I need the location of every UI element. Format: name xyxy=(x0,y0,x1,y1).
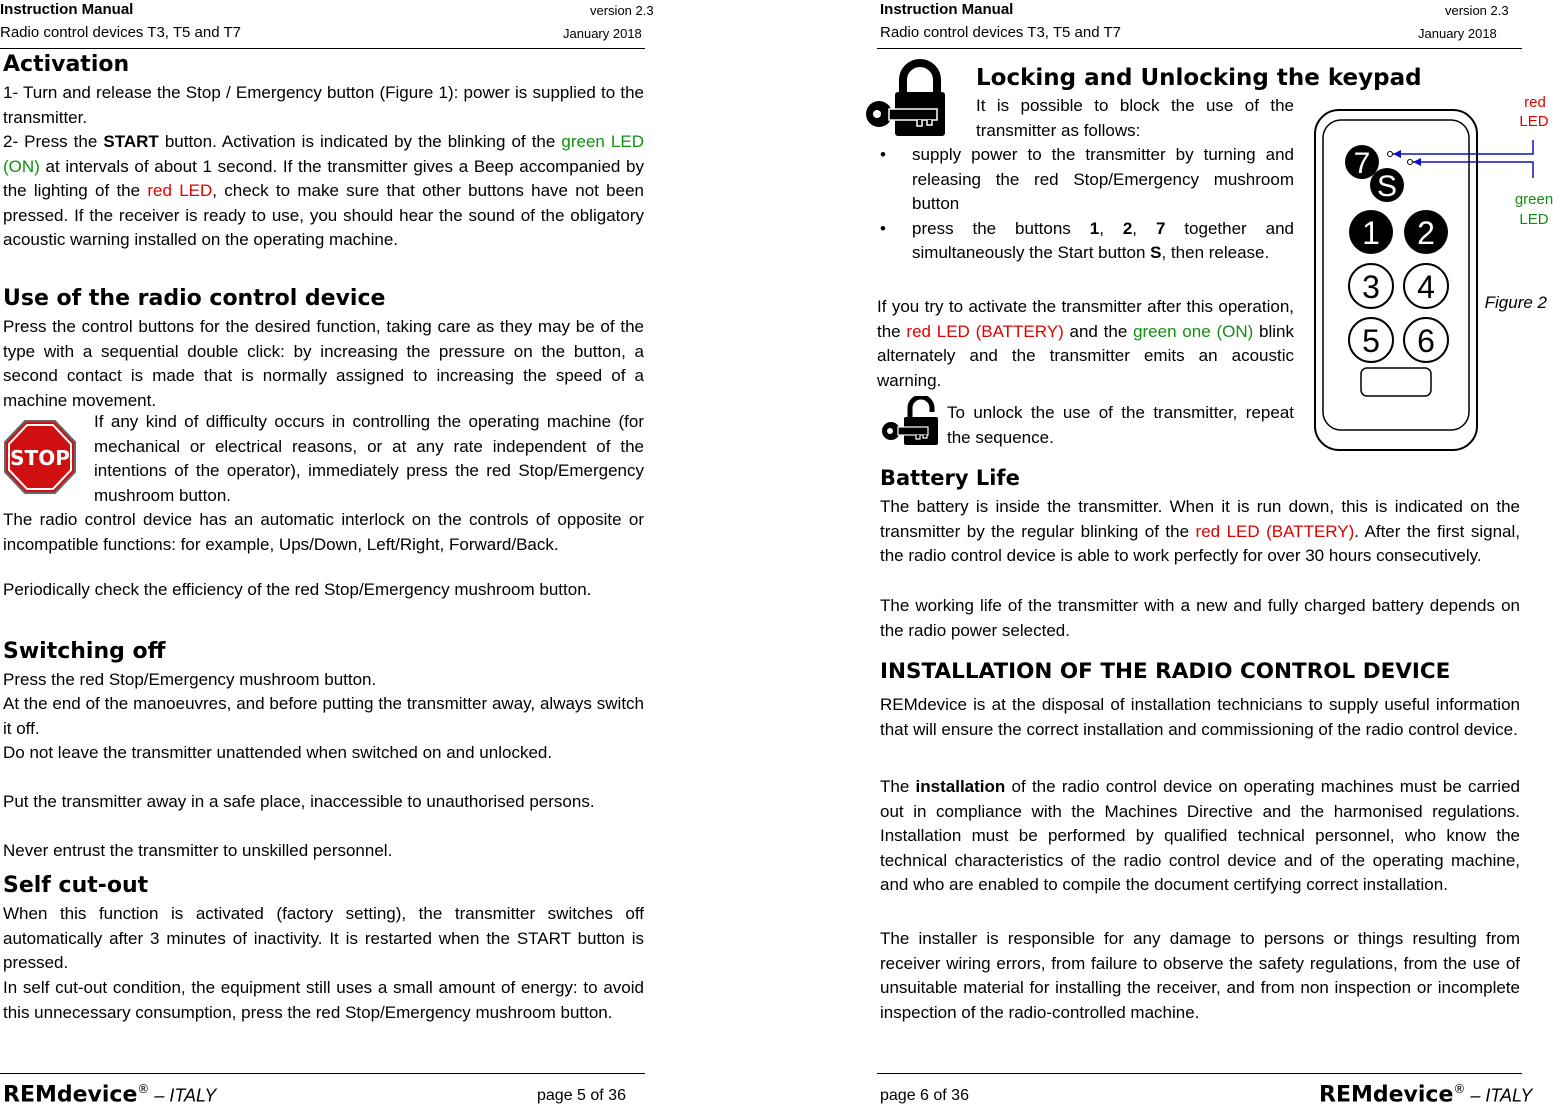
switching-paragraph-5: Never entrust the transmitter to unskilled personnel. xyxy=(3,841,393,860)
section-title-installation: INSTALLATION OF THE RADIO CONTROL DEVICE xyxy=(880,659,1451,684)
section-title-battery: Battery Life xyxy=(880,466,1020,490)
footer-rule xyxy=(877,1073,1522,1074)
switching-paragraph-2: At the end of the manoeuvres, and before putting the transmitter away, always switch it off. xyxy=(3,694,644,738)
activation-paragraph-2: 2- Press the START button. Activation is indicated by the blinking of the green LED (ON) at intervals of about 1 second. If the transmitter gives a Beep accompanied by the lighting of the red LED, check to make sure that other buttons have not been pressed. If the receiver is ready to use, you should hear the sound of the obligatory acoustic warning installed on the operating machine. xyxy=(3,132,645,250)
green-led-indicator xyxy=(1408,160,1413,165)
switching-paragraph-3: Do not leave the transmitter unattended when switched on and unlocked. xyxy=(3,743,553,762)
header-title: Instruction Manual xyxy=(0,1,134,18)
section-title-activation: Activation xyxy=(3,52,130,77)
use-paragraph-1: Press the control buttons for the desired function, taking care as they may be of the type with a sequential double click: by increasing the pressure on the button, a second contact is made that is normally assigned to increasing the speed of a machine movement. xyxy=(3,317,644,410)
stop-sign-text: STOP xyxy=(10,446,70,470)
install-paragraph-2: The installation of the radio control device on operating machines must be carried out in compliance with the Machines Directive and the harmonised regulations. Installation must be performed by qualified technical personnel, who know the technical characteristics of the radio control device and of the operating machine, and who are enabled to compile the document certifying correct installation. xyxy=(880,777,1520,895)
figure-caption: Figure 2 xyxy=(1484,293,1547,312)
red-led-label-2: LED xyxy=(1519,113,1549,130)
header-date: January 2018 xyxy=(563,26,642,41)
activation-paragraph-1: 1- Turn and release the Stop / Emergency button (Figure 1): power is supplied to the transmitter. xyxy=(3,83,644,127)
red-led-indicator xyxy=(1388,152,1393,157)
unlocked-keypad-icon xyxy=(880,396,940,446)
section-title-use: Use of the radio control device xyxy=(3,286,386,311)
use-paragraph-3: Periodically check the efficiency of the red Stop/Emergency mushroom button. xyxy=(3,580,592,599)
stop-warning-paragraph: If any kind of difficulty occurs in controlling the operating machine (for mechanical or electrical reasons, or at any rate independent of the intentions of the operator), immediately press the red Stop/Emergency mushroom button. xyxy=(94,412,644,505)
section-title-locking: Locking and Unlocking the keypad xyxy=(976,65,1422,91)
selfcut-paragraph-2: In self cut-out condition, the equipment still uses a small amount of energy: to avoid this unnecessary consumption, press the red Stop/Emergency mushroom button. xyxy=(3,978,644,1022)
header-version: version 2.3 xyxy=(1445,3,1509,18)
header-rule xyxy=(877,48,1522,49)
header-title: Instruction Manual xyxy=(880,1,1014,18)
transmitter-bottom-slot xyxy=(1361,368,1431,396)
locking-paragraph: If you try to activate the transmitter after this operation, the red LED (BATTERY) and the green one (ON) blink alternately and the transmitter emits an acoustic warning. xyxy=(877,297,1294,390)
switching-paragraph-4: Put the transmitter away in a safe place, inaccessible to unauthorised persons. xyxy=(3,792,595,811)
svg-text:4: 4 xyxy=(1417,269,1435,305)
svg-text:S: S xyxy=(1376,170,1398,203)
locking-step-2: • press the buttons 1, 2, 7 together and simultaneously the Start button S, then release. xyxy=(880,218,1294,263)
install-paragraph-1: REMdevice is at the disposal of installation technicians to supply useful information that will ensure the correct installation and commissioning of the radio control device. xyxy=(880,695,1520,739)
green-led-label-2: LED xyxy=(1519,211,1549,228)
use-paragraph-2: The radio control device has an automatic interlock on the controls of opposite or incompatible functions: for example, Ups/Down, Left/Right, Forward/Back. xyxy=(3,510,644,554)
locking-steps-list xyxy=(880,143,1294,266)
section-title-selfcut: Self cut-out xyxy=(3,873,149,898)
transmitter-body xyxy=(1315,110,1477,450)
switching-paragraph-1: Press the red Stop/Emergency mushroom button. xyxy=(3,670,377,689)
header-version: version 2.3 xyxy=(590,3,654,18)
locking-step-1: • supply power to the transmitter by turning and releasing the red Stop/Emergency mushroom button xyxy=(880,145,1294,214)
svg-text:7: 7 xyxy=(1353,147,1371,180)
stop-sign-icon xyxy=(3,419,77,495)
left-page xyxy=(0,0,660,1109)
selfcut-paragraph-1: When this function is activated (factory setting), the transmitter switches off automatically after 3 minutes of inactivity. It is restarted when the START button is pressed. xyxy=(3,904,644,973)
header-subtitle: Radio control devices T3, T5 and T7 xyxy=(0,24,241,41)
unlock-paragraph: To unlock the use of the transmitter, repeat the sequence. xyxy=(947,403,1294,447)
red-led-label: red xyxy=(1524,94,1546,111)
battery-paragraph-1: The battery is inside the transmitter. When it is run down, this is indicated on the transmitter by the regular blinking of the red LED (BATTERY). After the first signal, the radio control device is able to work perfectly for over 30 hours consecutively. xyxy=(880,497,1520,566)
footer-brand-logo: REMdevice® – ITALY xyxy=(1319,1082,1533,1108)
locking-intro: It is possible to block the use of the transmitter as follows: xyxy=(976,96,1294,140)
svg-text:3: 3 xyxy=(1362,269,1380,305)
locked-keypad-icon xyxy=(861,58,961,138)
install-paragraph-3: The installer is responsible for any damage to persons or things resulting from receiver wiring errors, from failure to observe the safety regulations, from the use of unsuitable material for installing the receiver, and from non inspection or incomplete inspection of the radio-controlled machine. xyxy=(880,929,1520,1022)
battery-paragraph-2: The working life of the transmitter with a new and fully charged battery depends on the radio power selected. xyxy=(880,596,1520,640)
right-page xyxy=(877,0,1554,1109)
header-subtitle: Radio control devices T3, T5 and T7 xyxy=(880,24,1121,41)
footer-page-number: page 6 of 36 xyxy=(880,1087,969,1104)
svg-text:1: 1 xyxy=(1362,215,1380,251)
footer-brand-logo: REMdevice® – ITALY xyxy=(3,1082,217,1108)
footer-rule xyxy=(0,1073,645,1074)
footer-page-number: page 5 of 36 xyxy=(537,1087,626,1104)
svg-text:2: 2 xyxy=(1417,215,1435,251)
section-title-switching: Switching off xyxy=(3,639,166,664)
header-rule xyxy=(0,48,645,49)
green-led-label: green xyxy=(1514,191,1554,208)
svg-text:5: 5 xyxy=(1362,323,1380,359)
transmitter-figure xyxy=(1307,86,1554,456)
header-date: January 2018 xyxy=(1418,26,1497,41)
svg-text:6: 6 xyxy=(1417,323,1435,359)
